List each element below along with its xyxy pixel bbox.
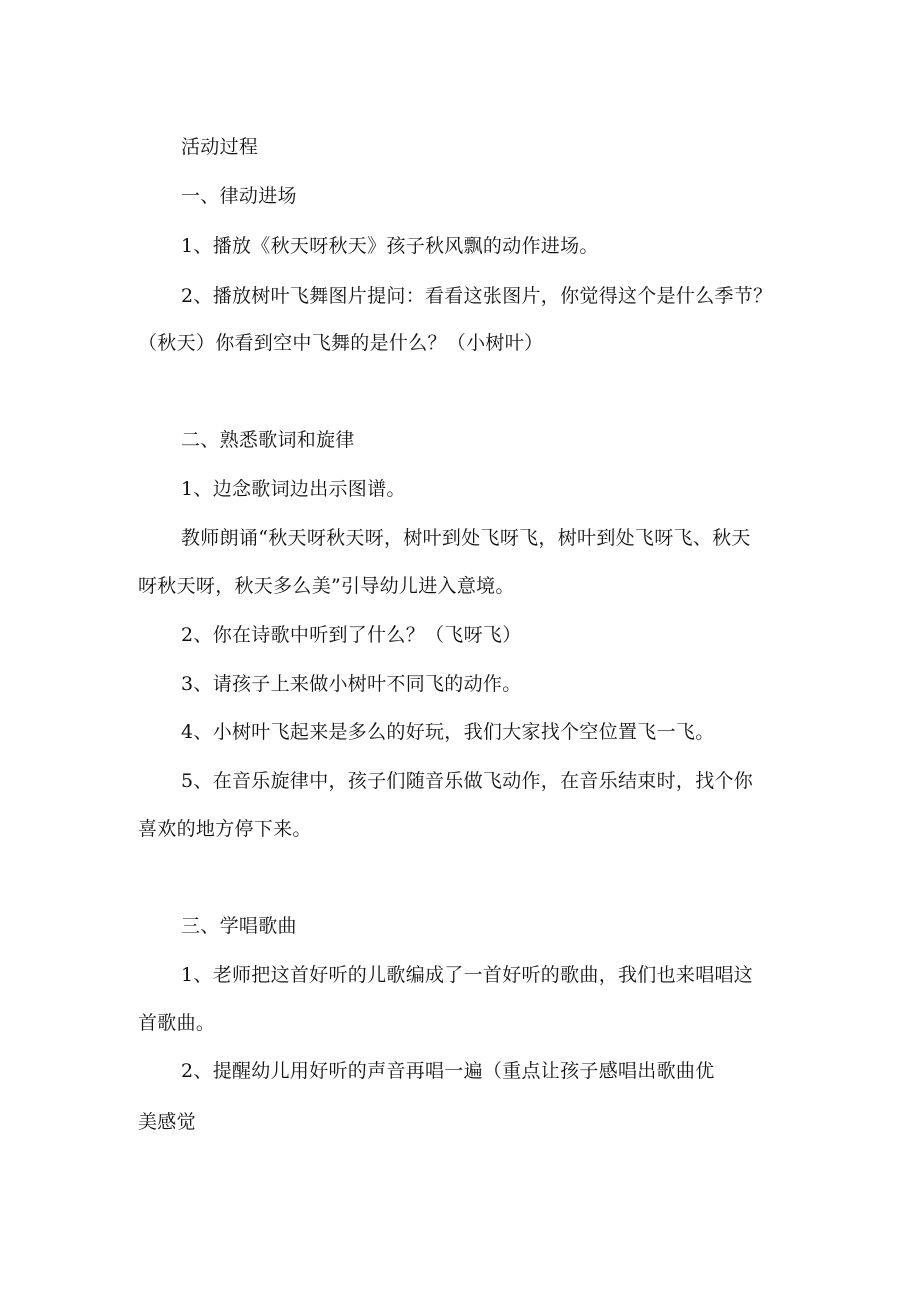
section1-title: 一、律动进场 bbox=[181, 185, 297, 207]
section2-title: 二、熟悉歌词和旋律 bbox=[181, 429, 355, 451]
section3-item2-line1: 2、提醒幼儿用好听的声音再唱一遍（重点让孩子感唱出歌曲优 bbox=[181, 1060, 715, 1082]
document-heading: 活动过程 bbox=[181, 136, 259, 158]
section3-title: 三、学唱歌曲 bbox=[181, 915, 297, 937]
section3-item1-line1: 1、老师把这首好听的儿歌编成了一首好听的歌曲，我们也来唱唱这 bbox=[181, 964, 754, 986]
section2-item5-line1: 5、在音乐旋律中，孩子们随音乐做飞动作，在音乐结束时，找个你 bbox=[181, 770, 754, 792]
section2-item5-line2: 喜欢的地方停下来。 bbox=[138, 818, 312, 840]
section3-item1-line2: 首歌曲。 bbox=[138, 1012, 216, 1034]
section1-item2-line1: 2、播放树叶飞舞图片提问：看看这张图片，你觉得这个是什么季节？ bbox=[181, 285, 773, 307]
section2-para-line1: 教师朗诵“秋天呀秋天呀，树叶到处飞呀飞，树叶到处飞呀飞、秋天 bbox=[181, 527, 751, 549]
section2-item4: 4、小树叶飞起来是多么的好玩，我们大家找个空位置飞一飞。 bbox=[181, 721, 715, 743]
section3-item2-line2: 美感觉 bbox=[138, 1111, 196, 1133]
section2-item3: 3、请孩子上来做小树叶不同飞的动作。 bbox=[181, 673, 522, 695]
section2-item2: 2、你在诗歌中听到了什么？（飞呀飞） bbox=[181, 624, 522, 646]
section2-item1: 1、边念歌词边出示图谱。 bbox=[181, 478, 406, 500]
section1-item2-line2: （秋天）你看到空中飞舞的是什么？（小树叶） bbox=[138, 332, 544, 354]
section2-para-line2: 呀秋天呀，秋天多么美”引导幼儿进入意境。 bbox=[138, 575, 515, 597]
section1-item1: 1、播放《秋天呀秋天》孩子秋风飘的动作进场。 bbox=[181, 235, 599, 257]
